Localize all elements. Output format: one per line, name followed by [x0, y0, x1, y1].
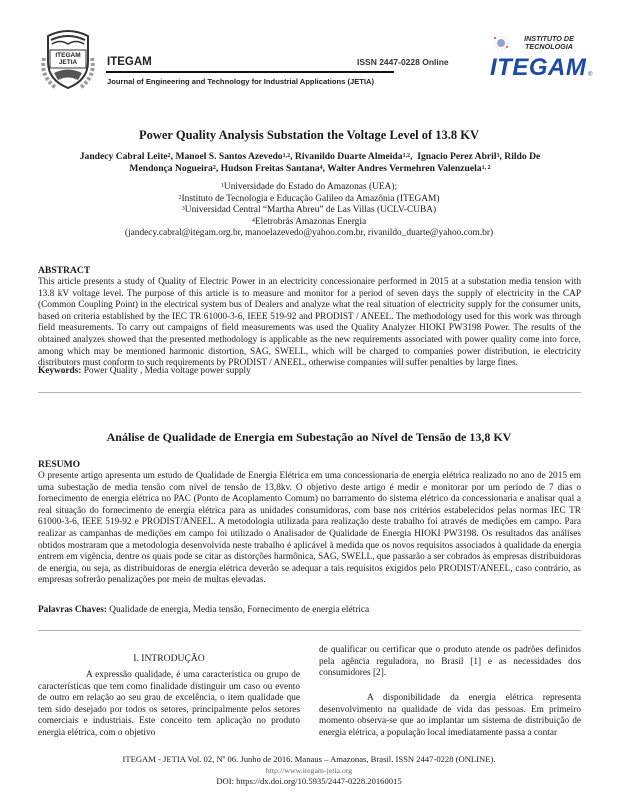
registered-mark: ®: [588, 72, 593, 78]
keywords-value: Power Quality , Media voltage power supply: [83, 366, 251, 376]
section-divider: [38, 392, 581, 393]
section-heading-introducao: I. INTRODUÇÃO: [133, 653, 205, 664]
author-list: Jandecy Cabral Leite$^2$, Manoel S. Santos Azevedo$^{1,2}$, Rivanildo Duarte Almeida$^{1,2}$, Ignacio Perez Abril$^3$, Rildo De Mendonça Nogueira$^2$, Hudson Freitas Santana$^4$, Walter Andres Vermehren Valenzuela$^{1, 2}$: [79, 151, 541, 174]
author: Manoel S. Santos Azevedo$^{1,2}$: [175, 151, 291, 162]
portuguese-title: Análise de Qualidade de Energia em Subestação ao Nível de Tensão de 13,8 KV: [106, 430, 512, 444]
footer-url-link[interactable]: http://www.itegam-jetia.org: [265, 766, 353, 775]
author-emails: (jandecy.cabral@itegam.org.br, manoelazevedo@yahoo.com.br, rivanildo_duarte@yahoo.com.br): [124, 228, 494, 239]
header-divider: [106, 71, 394, 73]
intro-paragraph-col1: A expressão qualidade, é uma característica ou grupo de características que tem como finalidade distinguir um caso ou evento de outro em relação ao seu grau de excelência, o item qualidade que tem sido desejado por todos os setores, principalmente pelos setores comerciais e industriais. Este conceito tem aplicação no produto energia elétrica, com o objetivo: [38, 670, 300, 738]
footer-doi[interactable]: DOI: https://dx.doi.org/10.5935/2447-0228.20160015: [216, 776, 402, 786]
itegam-institute-logo: [490, 34, 610, 90]
intro-paragraph-col2-2: A disponibilidade da energia elétrica representa desenvolvimento na qualidade de vida das pessoas. Em primeiro momento observa-se que ao implantar um sistema de distribuição de energia elétrica, a população local imediatamente passa a contar: [319, 693, 581, 738]
seal-text-jetia: JETIA: [58, 59, 78, 66]
author: Rildo De Mendonça Nogueira$^2$: [129, 151, 541, 174]
palavras-chaves-label: Palavras Chaves:: [38, 605, 107, 615]
author: Jandecy Cabral Leite$^2$: [79, 151, 171, 162]
affiliations: [0, 182, 618, 240]
palavras-chaves: [38, 605, 369, 615]
footer-citation: ITEGAM - JETIA Vol. 02, Nº 06. Junho de 2016. Manaus – Amazonas, Brasil. ISSN 2447-0228 (ONLINE).: [122, 754, 496, 764]
affiliation: $^1$Universidade do Estado do Amazonas (UEA);: [220, 182, 398, 192]
author: Rivanildo Duarte Almeida$^{1,2}$: [294, 151, 411, 162]
resumo-heading: RESUMO: [38, 459, 81, 470]
journal-name: Journal of Engineering and Technology for Industrial Applications (JETIA): [107, 77, 375, 86]
keywords-label: Keywords:: [38, 366, 82, 376]
author: Walter Andres Vermehren Valenzuela$^{1, 2}$: [327, 163, 491, 174]
affiliation: $^3$Universidad Central “Martha Abreu” de Las Villas (UCLV-CUBA): [181, 205, 437, 216]
header-brand: ITEGAM: [107, 56, 152, 68]
institute-logo-wordmark: ITEGAM: [490, 54, 587, 81]
institute-line2: TECNOLOGIA: [525, 42, 573, 51]
intro-paragraph-col2-1: de qualificar ou certificar que o produto atende os padrões definidos pela agência reguladora, no Brasil [1] e as necessidades dos consumidores [2].: [319, 645, 581, 679]
abstract-text: This article presents a study of Quality of Electric Power in an electricity concessionaire performed in 2015 at a substation media tension with 13.8 kV voltage level. The purpose of this article is to measure and monitor for a period of seven days the supply of electricity in the CAP (Common Coupling Point) in the electrical system bus of Dealers and analyze what the real situation of electricity supply for the consumer units, based on criteria established by the IEC TR 61000-3-6, IEEE 519-92 and PRODIST / ANEEL. The methodology used for this work was through field measurements. To carry out campaigns of field measurements was used the Quality Analyzer HIOKI PW3198 Power. The results of the obtained analyzes showed that the presented methodology is applicable as the new requirements associated with power quality come into force, among which may be mentioned harmonic distortion, SAG, SWELL, which will be charged to companies power distribution, ie electricity distributors must conform to such requirements by PRODIST / ANEEL, otherwise companies will suffer penalties by large fines.: [38, 277, 581, 369]
itegam-jetia-seal-logo: [38, 28, 98, 94]
author: Ignacio Perez Abril$^3$: [417, 151, 500, 162]
page-footer: [0, 754, 618, 787]
affiliation: $^4$Eletrobrás Amazonas Energia: [251, 216, 367, 227]
header-issn: ISSN 2447-0228 Online: [357, 57, 449, 67]
paper-title: Power Quality Analysis Substation the Voltage Level of 13.8 KV: [138, 128, 480, 142]
resumo-text: O presente artigo apresenta um estudo de Qualidade de Energia Elétrica em uma concessionaria de energia elétrica realizado no ano de 2015 em uma subestação de media tensão com nível de tensão de 13,8kv. O objetivo deste artigo é medir e monitorar por um período de 7 dias o fornecimento de energia elétrica no PAC (Ponto de Acoplamento Comum) no barramento do sistema elétrico da concessionaria e analisar qual a real situação do fornecimento de energia elétrica para as unidades consumidoras, com base nos critérios estabelecidos pelas normas IEC TR 61000-3-6, IEEE 519-92 e PRODIST/ANEEL. A metodologia utilizada para realização deste trabalho foi através de medições em campo. Para realizar as campanhas de medições em campo foi utilizado o Analisador de Qualidade de Energia HIOKI PW3198. Os resultados das análises obtidos mostraram que a metodologia desenvolvida neste trabalho é aplicável à medida que os novos requisitos associados à qualidade da energia entrem em vigência, dentre os quais pode se citar as distorções harmônica, SAG, SWELL, que passarão a ser cobrados às empresas distribuidoras de energia, ou seja, as distribuidoras de energia elétrica deverão se adequar a tais requisitos exigidos pelo PRODIST/ANEEL, caso contrário, as empresas sofrerão penalizações por meio de multas elevadas.: [38, 471, 581, 586]
section-divider: [38, 630, 581, 631]
abstract-heading: ABSTRACT: [38, 265, 91, 276]
institute-line1: INSTITUTO DE: [524, 34, 574, 43]
keywords: [38, 366, 251, 376]
palavras-chaves-value: Qualidade de energia, Media tensão, Fornecimento de energia elétrica: [109, 605, 370, 615]
seal-text-itegam: ITEGAM: [55, 52, 81, 59]
author: Hudson Freitas Santana$^4$: [220, 163, 323, 174]
affiliation: $^2$Instituto de Tecnologia e Educação Galileo da Amazônia (ITEGAM): [178, 193, 440, 204]
